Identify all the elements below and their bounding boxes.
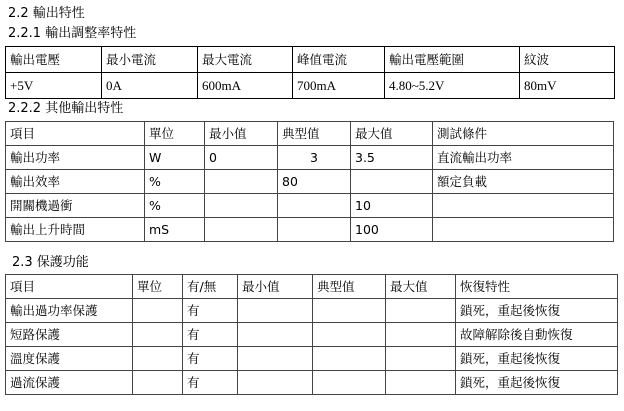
table-cell [313,323,386,347]
table-cell [133,347,183,371]
table-cell [133,323,183,347]
table-header-row [6,47,615,73]
table-cell: 鎖死，重起後恢復 [456,347,618,371]
header-cell: 最小值 [238,275,313,299]
table-row [6,218,614,242]
table-cell: 10 [351,194,433,218]
table-cell: 有 [183,371,238,395]
header-cell: 測試條件 [433,122,614,146]
header-cell: 單位 [133,275,183,299]
header-cell: 最大值 [351,122,433,146]
table-cell: 4.80~5.2V [385,73,520,99]
protection-table [5,274,618,395]
output-regulation-table [5,46,615,99]
table-cell: W [145,146,205,170]
header-cell: 最小電流 [102,47,198,73]
header-cell: 輸出電壓範圍 [385,47,520,73]
header-cell: 最大電流 [198,47,293,73]
table-cell: +5V [6,73,102,99]
table-cell: 鎖死，重起後恢復 [456,371,618,395]
table-cell [238,299,313,323]
table-header-row [6,275,618,299]
table-cell: 有 [183,347,238,371]
table-cell [351,170,433,194]
table-row [6,347,618,371]
table-cell: 直流輸出功率 [433,146,614,170]
table-cell: 輸出上升時間 [6,218,145,242]
table-cell: 3 [278,146,351,170]
header-cell: 有/無 [183,275,238,299]
section-2-2-1-heading: 2.2.1 輸出調整率特性 [8,26,137,41]
table-cell: 有 [183,299,238,323]
section-2-2-2-heading: 2.2.2 其他輸出特性 [8,101,124,116]
table-cell [313,299,386,323]
table-cell: 有 [183,323,238,347]
header-cell: 典型值 [278,122,351,146]
table-cell [386,371,456,395]
table-cell [313,347,386,371]
table-cell: 80mV [520,73,615,99]
section-2-2-heading: 2.2 輸出特性 [8,6,85,21]
table-cell: 3.5 [351,146,433,170]
table-cell: 開關機過衝 [6,194,145,218]
table-cell: 輸出功率 [6,146,145,170]
table-cell [433,218,614,242]
table-cell: 80 [278,170,351,194]
table-cell [278,194,351,218]
table-cell: 輸出效率 [6,170,145,194]
header-cell: 紋波 [520,47,615,73]
table-cell: % [145,194,205,218]
table-cell [278,218,351,242]
table-cell [205,170,278,194]
table-row [6,146,614,170]
table-cell [205,218,278,242]
header-cell: 最大值 [386,275,456,299]
table-cell: mS [145,218,205,242]
header-cell: 最小值 [205,122,278,146]
table-header-row [6,122,614,146]
table-cell: 0 [205,146,278,170]
header-cell: 項目 [6,122,145,146]
section-2-3-heading: 2.3 保護功能 [12,255,89,270]
table-cell [238,371,313,395]
table-cell [386,347,456,371]
table-cell: 輸出過功率保護 [6,299,133,323]
table-cell: % [145,170,205,194]
table-cell: 故障解除後自動恢復 [456,323,618,347]
table-cell [205,194,278,218]
table-cell [238,347,313,371]
table-row [6,194,614,218]
header-cell: 峰值電流 [293,47,385,73]
table-cell [133,299,183,323]
table-cell [386,323,456,347]
table-cell: 100 [351,218,433,242]
table-row [6,170,614,194]
table-cell [238,323,313,347]
table-row [6,73,615,99]
table-cell: 過流保護 [6,371,133,395]
other-output-table [5,121,614,242]
table-cell: 700mA [293,73,385,99]
table-cell [313,371,386,395]
table-row [6,299,618,323]
table-cell [433,194,614,218]
table-row [6,371,618,395]
header-cell: 項目 [6,275,133,299]
table-row [6,323,618,347]
table-cell: 鎖死，重起後恢復 [456,299,618,323]
table-cell: 0A [102,73,198,99]
table-cell: 短路保護 [6,323,133,347]
header-cell: 恢復特性 [456,275,618,299]
table-cell: 額定負載 [433,170,614,194]
table-cell [386,299,456,323]
table-cell: 600mA [198,73,293,99]
header-cell: 典型值 [313,275,386,299]
table-cell [133,371,183,395]
header-cell: 輸出電壓 [6,47,102,73]
table-cell: 溫度保護 [6,347,133,371]
header-cell: 單位 [145,122,205,146]
